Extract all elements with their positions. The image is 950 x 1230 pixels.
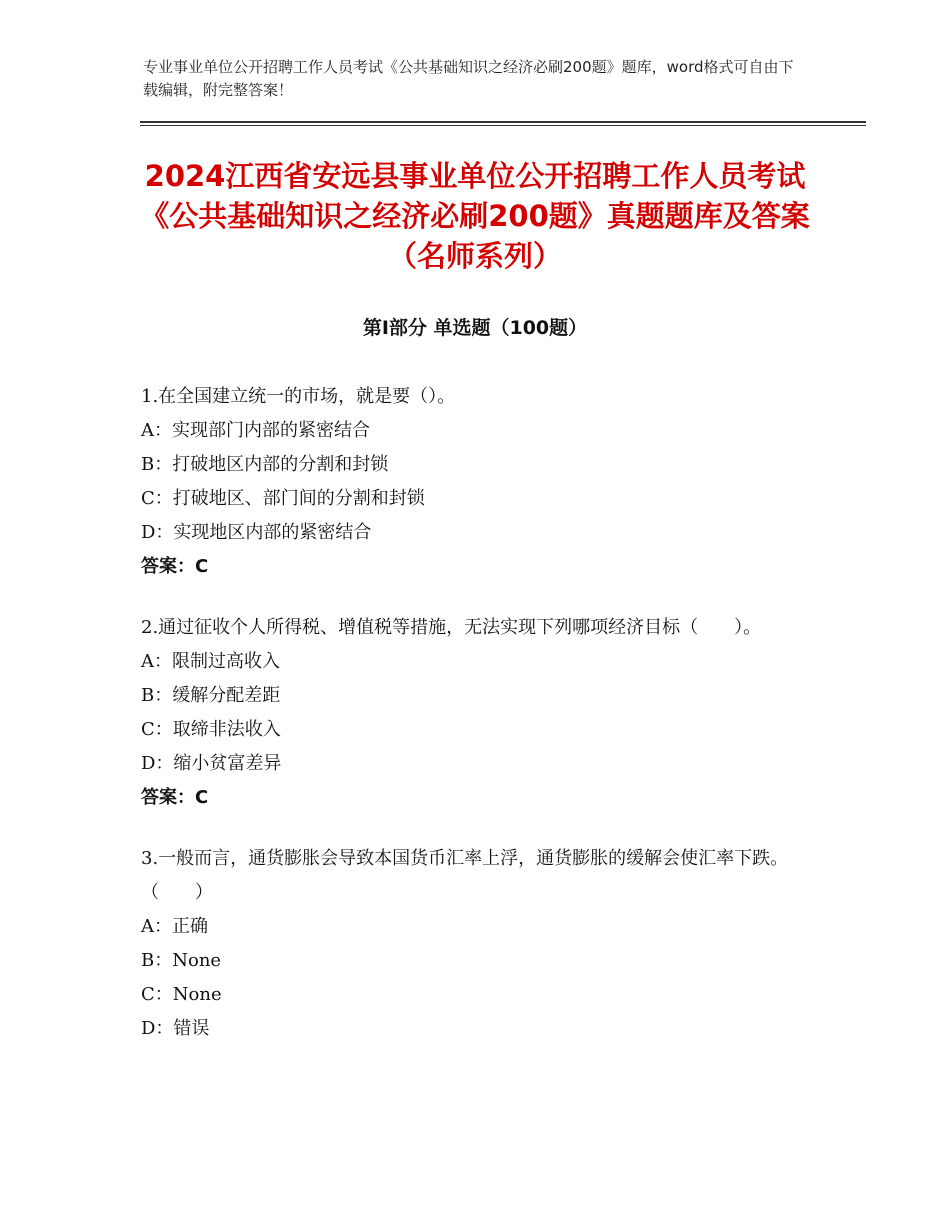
header-divider	[140, 121, 866, 123]
option-b: B：None	[141, 950, 222, 971]
option-d: D：缩小贫富差异	[141, 753, 282, 774]
option-c: C：打破地区、部门间的分割和封锁	[141, 488, 425, 509]
option-b: B：缓解分配差距	[141, 685, 281, 706]
option-a: A：实现部门内部的紧密结合	[141, 420, 370, 441]
option-a: A：限制过高收入	[141, 651, 280, 672]
section-title: 第Ⅰ部分 单选题（100题）	[362, 317, 588, 339]
option-c: C：None	[141, 984, 222, 1005]
question-stem: 1.在全国建立统一的市场，就是要（）。	[141, 386, 456, 407]
document-title: 2024江西省安远县事业单位公开招聘工作人员考试《公共基础知识之经济必刷200题》真题题库及答案（名师系列）	[140, 159, 810, 273]
option-c: C：取缔非法收入	[141, 719, 281, 740]
header-divider-thin	[140, 125, 866, 126]
question-2	[141, 611, 801, 815]
question-stem: 3.一般而言，通货膨胀会导致本国货币汇率上浮，通货膨胀的缓解会使汇率下跌。（ ）	[141, 848, 789, 903]
option-d: D：错误	[141, 1018, 210, 1039]
question-stem: 2.通过征收个人所得税、增值税等措施，无法实现下列哪项经济目标（ ）。	[141, 617, 762, 638]
answer: 答案：C	[141, 556, 209, 577]
header-note: 专业事业单位公开招聘工作人员考试《公共基础知识之经济必刷200题》题库，word格式可自由下载编辑，附完整答案！	[143, 58, 794, 99]
option-d: D：实现地区内部的紧密结合	[141, 522, 372, 543]
question-3	[141, 842, 801, 1046]
option-b: B：打破地区内部的分割和封锁	[141, 454, 389, 475]
question-list	[141, 380, 801, 1073]
question-1	[141, 380, 801, 584]
option-a: A：正确	[141, 916, 208, 937]
answer: 答案：C	[141, 787, 209, 808]
